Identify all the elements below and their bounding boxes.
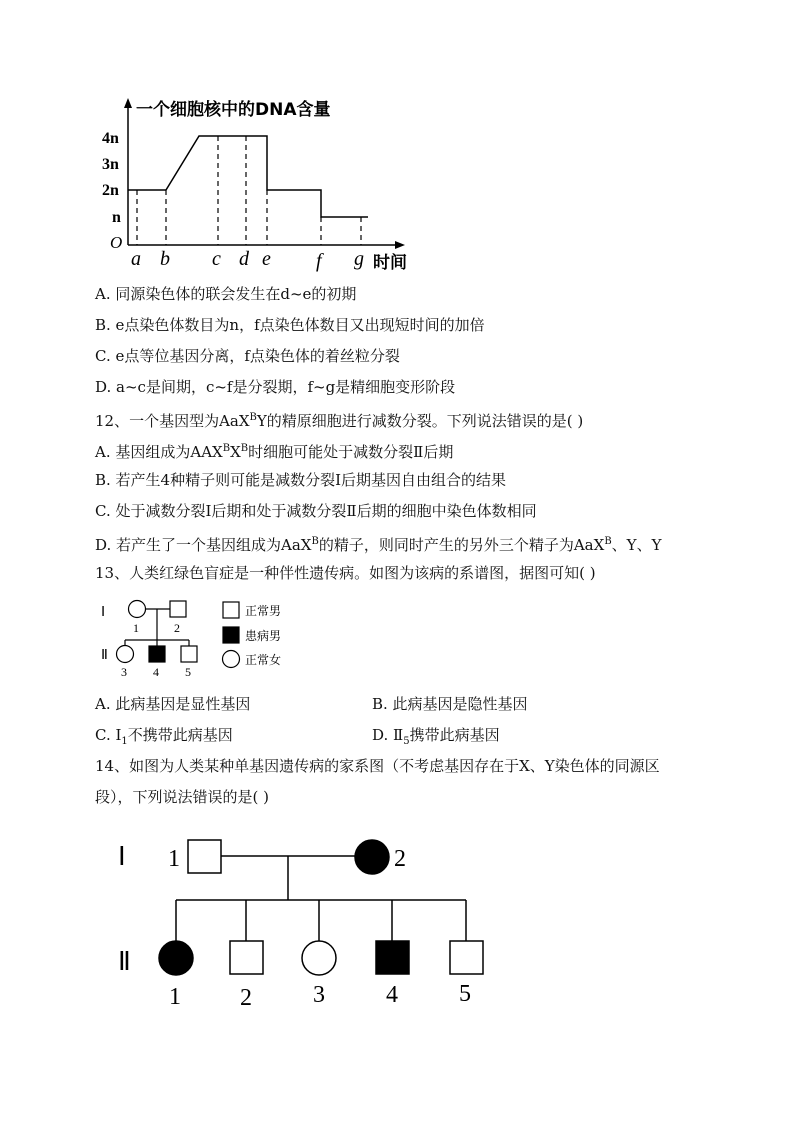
chart-title: 一个细胞核中的DNA含量: [136, 100, 331, 120]
i2-number: 2: [174, 621, 180, 635]
ii3-normal-female: [117, 646, 134, 663]
q14-gen-label-2: Ⅱ: [118, 947, 131, 976]
x-axis-label: 时间: [373, 253, 407, 273]
q14-i1-number: 1: [168, 846, 180, 872]
q14-pedigree: [110, 825, 530, 1025]
q12-stem: 12、一个基因型为AaX$^B$Y的精原细胞进行减数分裂。下列说法错误的是( ): [95, 412, 584, 430]
q11-option-d: D. a~c是间期，c~f是分裂期，f~g是精细胞变形阶段: [95, 378, 456, 396]
q14-stem-line1: 14、如图为人类某种单基因遗传病的家系图（不考虑基因存在于X、Y染色体的同源区: [95, 757, 660, 775]
i1-normal-female: [129, 601, 146, 618]
q14-stem-line2: 段），下列说法错误的是( ): [95, 788, 269, 806]
q14-ii4-affected-male: [376, 941, 409, 974]
q14-ii2-normal-male: [230, 941, 263, 974]
x-tick-b: b: [160, 248, 170, 270]
legend-normal-male-symbol: [223, 602, 239, 618]
x-tick-c: c: [212, 248, 221, 270]
legend-normal-male-label: 正常男: [245, 604, 282, 618]
q14-ii2-number: 2: [240, 985, 252, 1011]
ii5-normal-male: [181, 646, 197, 662]
ii3-number: 3: [121, 665, 127, 679]
gen-label-2: Ⅱ: [101, 648, 108, 663]
origin-label: O: [110, 233, 123, 252]
y-tick-3n: 3n: [102, 156, 119, 173]
y-axis-arrow: [124, 98, 132, 108]
q12-option-c: C. 处于减数分裂I后期和处于减数分裂Ⅱ后期的细胞中染色体数相同: [95, 502, 537, 520]
q11-option-c: C. e点等位基因分离，f点染色体的着丝粒分裂: [95, 347, 400, 365]
q14-ii5-normal-male: [450, 941, 483, 974]
x-tick-a: a: [131, 248, 141, 270]
q12-option-d: D. 若产生了一个基因组成为AaX$^B$的精子，则同时产生的另外三个精子为AaX$^B$、Y、Y: [95, 536, 662, 554]
q13-stem: 13、人类红绿色盲症是一种伴性遗传病。如图为该病的系谱图，据图可知( ): [95, 564, 596, 582]
x-tick-g: g: [354, 248, 364, 270]
q14-gen-label-1: Ⅰ: [118, 842, 126, 871]
q14-ii3-normal-female: [302, 941, 336, 975]
i1-number: 1: [133, 621, 139, 635]
x-tick-d: d: [239, 248, 249, 270]
q13-pedigree: [95, 592, 425, 682]
x-axis-arrow: [395, 241, 405, 249]
q14-ii5-number: 5: [459, 981, 471, 1007]
ii5-number: 5: [185, 665, 191, 679]
q14-ii1-affected-female: [159, 941, 193, 975]
q14-ii1-number: 1: [169, 984, 181, 1010]
x-tick-f: f: [316, 250, 322, 272]
q13-option-c: C. $Ⅰ_1$不携带此病基因: [95, 726, 233, 747]
q14-ii4-number: 4: [386, 982, 398, 1008]
dna-series-line: [128, 136, 368, 217]
q12-option-a: A. 基因组成为$AAX^BX^B$时细胞可能处于减数分裂Ⅱ后期: [95, 443, 454, 461]
i2-normal-male: [170, 601, 186, 617]
q12-option-b: B. 若产生4种精子则可能是减数分裂I后期基因自由组合的结果: [95, 471, 507, 489]
ii4-number: 4: [153, 665, 159, 679]
q11-option-a: A. 同源染色体的联会发生在d~e的初期: [95, 285, 357, 303]
dna-content-chart: [0, 0, 420, 275]
q13-option-a: A. 此病基因是显性基因: [95, 695, 251, 713]
y-tick-2n: 2n: [102, 182, 119, 199]
q13-option-b: B. 此病基因是隐性基因: [372, 695, 528, 713]
q14-i1-normal-male: [188, 840, 221, 873]
q11-option-b: B. e点染色体数目为n，f点染色体数目又出现短时间的加倍: [95, 316, 485, 334]
gen-label-1: Ⅰ: [101, 605, 106, 620]
ii4-affected-male: [149, 646, 165, 662]
x-tick-e: e: [262, 248, 271, 270]
legend-affected-male-symbol: [223, 627, 239, 643]
legend-normal-female-label: 正常女: [245, 653, 282, 667]
y-tick-n: n: [112, 209, 121, 226]
y-tick-4n: 4n: [102, 130, 119, 147]
legend-affected-male-label: 患病男: [245, 629, 282, 643]
q14-ii3-number: 3: [313, 982, 325, 1008]
legend-normal-female-symbol: [223, 651, 240, 668]
q13-option-d: D. $Ⅱ_5$携带此病基因: [372, 726, 500, 747]
q14-i2-number: 2: [394, 846, 406, 872]
q14-i2-affected-female: [355, 840, 389, 874]
